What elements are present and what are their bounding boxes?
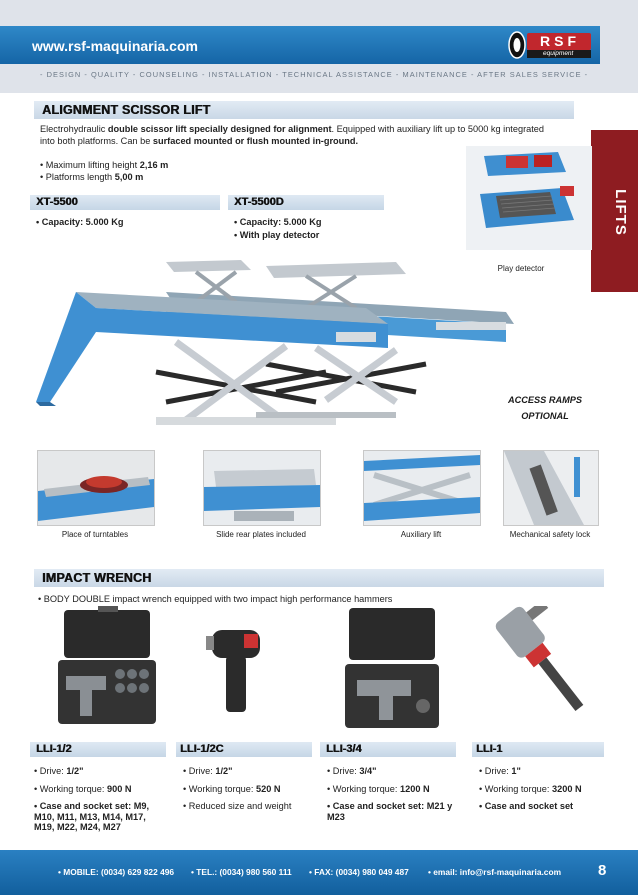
- spec-drive: [479, 766, 605, 778]
- wrench-specs: [34, 766, 166, 833]
- spec-label: • Platforms length: [40, 171, 115, 182]
- desc-part: into both platforms. Can be: [40, 135, 153, 146]
- spec-height: [40, 160, 168, 172]
- spec-value: 520 N: [256, 783, 281, 794]
- spec-label: • Drive:: [183, 766, 216, 776]
- ramps-line: ACCESS RAMPS: [507, 395, 583, 405]
- wrench-section-title: IMPACT WRENCH: [42, 571, 152, 585]
- section-tab-lifts[interactable]: [591, 130, 638, 292]
- desc-part: Electrohydraulic: [40, 124, 108, 134]
- wrench-compact-image: [206, 618, 266, 718]
- lift-description: [40, 124, 585, 147]
- spec-value: 1": [511, 766, 521, 776]
- desc-part: . Equipped with auxiliary lift up to 5000 kg integrated: [331, 124, 545, 134]
- rsf-logo: [507, 30, 595, 60]
- spec-label: • Working torque:: [183, 783, 257, 794]
- spec-label: • Drive:: [327, 766, 360, 776]
- spec-label: • Working torque:: [327, 783, 401, 794]
- play-detector-caption: Play detector: [497, 264, 545, 273]
- logo-subtext: equipment: [543, 50, 574, 57]
- footer-tel[interactable]: • TEL.: (0034) 980 560 111: [191, 867, 292, 877]
- spec-length: [40, 172, 168, 184]
- spec-extra: • Reduced size and weight: [183, 801, 292, 811]
- model-name: XT-5500: [36, 196, 78, 208]
- model-name: LLI-3/4: [326, 743, 362, 755]
- page-number: 8: [598, 862, 607, 879]
- model-name: LLI-1/2: [36, 743, 72, 755]
- wrench-specs: [327, 766, 459, 822]
- model-name: LLI-1/2C: [180, 743, 224, 755]
- spec-value: 2,16 m: [139, 160, 169, 170]
- model-name: XT-5500D: [234, 196, 284, 208]
- spec-value: 5,00 m: [114, 171, 144, 182]
- spec-extra: • Case and socket set: M21 y M23: [327, 801, 453, 822]
- spec-label: • Working torque:: [34, 783, 108, 794]
- spec-value: 1/2": [215, 766, 233, 776]
- scissor-lift-image: [36, 252, 526, 438]
- spec-drive: [327, 766, 459, 778]
- wrench-intro: • BODY DOUBLE impact wrench equipped with two impact high performance hammers: [38, 594, 393, 604]
- spec-value: 1200 N: [400, 783, 430, 794]
- play-detector-image: [466, 146, 592, 250]
- spec-label: • Drive:: [479, 766, 512, 776]
- model-feature: • Capacity: 5.000 Kg: [234, 217, 322, 227]
- spec-drive: [34, 766, 166, 778]
- spec-value: 3/4": [359, 766, 377, 776]
- spec-extra: • Case and socket set: M9, M10, M11, M13, M14, M17, M19, M22, M24, M27: [34, 801, 150, 832]
- spec-value: 900 N: [107, 783, 132, 794]
- thumb-safety-lock: [503, 450, 599, 526]
- lift-specs: [40, 160, 168, 183]
- website-url[interactable]: www.rsf-maquinaria.com: [32, 38, 198, 54]
- desc-bold: double scissor lift specially designed for alignment: [107, 124, 332, 134]
- wrench-3-4-case-image: [343, 606, 443, 730]
- thumb-caption: Slide rear plates included: [216, 530, 306, 539]
- model-name: LLI-1: [476, 743, 503, 755]
- thumb-auxiliary-lift: [363, 450, 481, 526]
- thumb-turntables: [37, 450, 155, 526]
- spec-torque: [327, 784, 459, 796]
- thumb-caption: Auxiliary lift: [400, 530, 442, 539]
- desc-bold: surfaced mounted or flush mounted in-ground.: [152, 135, 359, 146]
- wrench-specs: [479, 766, 605, 813]
- access-ramps-note: [505, 392, 585, 424]
- spec-label: • Working torque:: [479, 783, 553, 794]
- spec-label: • Maximum lifting height: [40, 160, 140, 170]
- thumb-caption: Place of turntables: [61, 530, 129, 539]
- wrench-1-inch-image: [478, 606, 588, 730]
- wrench-case-image: [48, 606, 166, 728]
- spec-value: 1/2": [66, 766, 84, 776]
- spec-value: 3200 N: [552, 783, 582, 794]
- thumb-caption: Mechanical safety lock: [509, 530, 591, 539]
- tagline: - DESIGN - QUALITY - COUNSELING - INSTALLATION - TECHNICAL ASSISTANCE - MAINTENANCE - AFTER SALES SERVICE -: [40, 70, 589, 79]
- tab-label: LIFTS: [611, 189, 629, 236]
- lift-section-title: ALIGNMENT SCISSOR LIFT: [42, 103, 211, 117]
- footer-mobile[interactable]: • MOBILE: (0034) 629 822 496: [58, 867, 175, 877]
- ramps-line: OPTIONAL: [521, 411, 569, 421]
- logo-text: RSF: [540, 33, 580, 49]
- model-feature: • With play detector: [234, 230, 320, 240]
- page-footer: [0, 850, 638, 895]
- spec-torque: [183, 784, 315, 796]
- spec-torque: [34, 784, 166, 796]
- wrench-specs: [183, 766, 315, 813]
- footer-fax[interactable]: • FAX: (0034) 980 049 487: [309, 867, 409, 877]
- footer-email[interactable]: • email: info@rsf-maquinaria.com: [428, 867, 562, 877]
- spec-drive: [183, 766, 315, 778]
- spec-extra: • Case and socket set: [479, 801, 574, 811]
- thumb-slide-plates: [203, 450, 321, 526]
- model-feature: • Capacity: 5.000 Kg: [36, 217, 124, 227]
- spec-label: • Drive:: [34, 766, 67, 776]
- spec-torque: [479, 784, 605, 796]
